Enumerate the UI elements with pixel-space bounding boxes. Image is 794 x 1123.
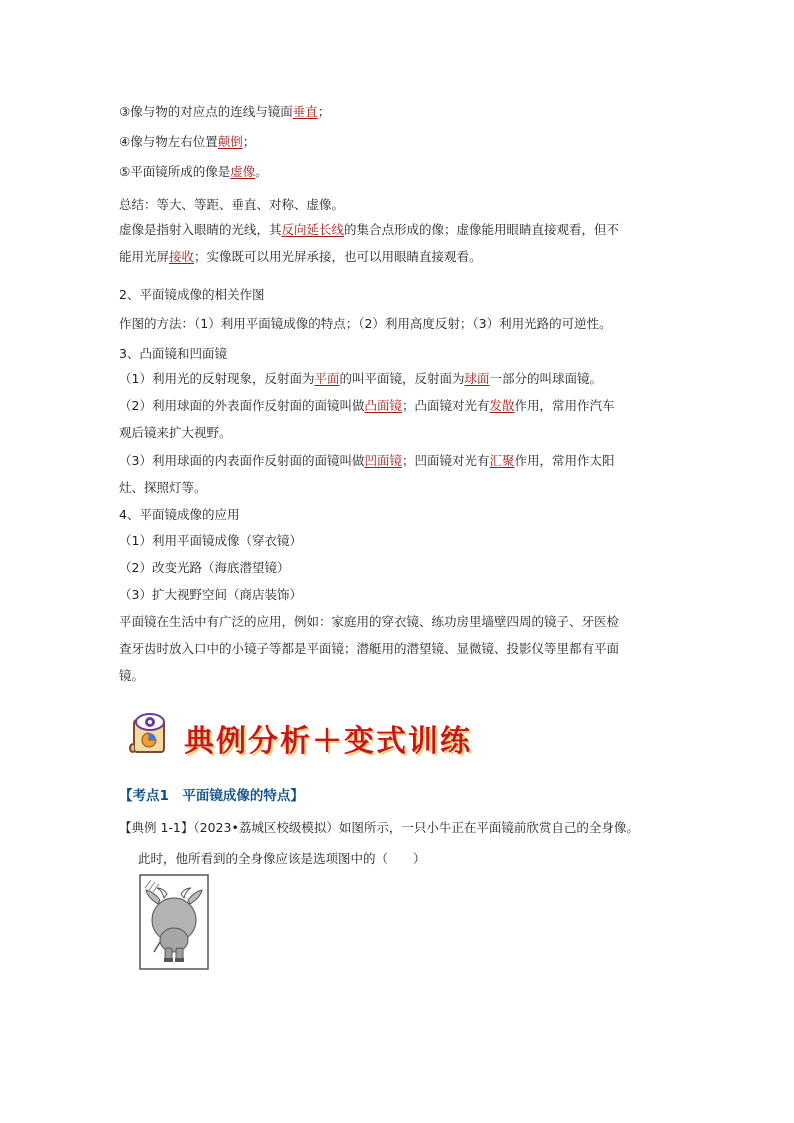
section-3-para-1: （1）利用光的反射现象，反射面为平面的叫平面镜，反射面为球面一部分的叫球面镜。 [119, 371, 603, 386]
section-3-para-2-line-1: （2）利用球面的外表面作反射面的面镜叫做凸面镜；凸面镜对光有发散作用，常用作汽车 [119, 398, 615, 413]
keyword: 颠倒 [217, 134, 243, 149]
keyword: 虚像 [230, 164, 256, 179]
keyword: 凸面镜 [364, 398, 402, 413]
example-tag: 【典例 1-1】 [119, 820, 194, 835]
section-3-para-3-line-2: 灶、探照灯等。 [119, 480, 207, 495]
keyword: 凹面镜 [364, 453, 402, 468]
section-2-text: 作图的方法：（1）利用平面镜成像的特点；（2）利用高度反射；（3）利用光路的可逆性。 [119, 316, 612, 331]
banner-title: 典例分析＋变式训练 [184, 724, 472, 759]
example-line-1: 【典例 1-1】（2023•荔城区校级模拟）如图所示，一只小牛正在平面镜前欣赏自己的全身像。 [119, 820, 639, 835]
scroll-eye-icon [126, 708, 178, 760]
intro-item-4: ④像与物左右位置颠倒； [119, 134, 256, 149]
virtual-image-line-1: 虚像是指射入眼睛的光线，其反向延长线的集合点形成的像；虚像能用眼睛直接观看，但不 [119, 222, 620, 237]
section-3-para-2-line-2: 观后镜来扩大视野。 [119, 425, 232, 440]
section-4-para-line-2: 查牙齿时放入口中的小镜子等都是平面镜；潜艇用的潜望镜、显微镜、投影仪等里都有平面 [119, 641, 620, 656]
kaodian-heading: 【考点1 平面镜成像的特点】 [119, 788, 304, 804]
virtual-image-line-2: 能用光屏接收；实像既可以用光屏承接，也可以用眼睛直接观看。 [119, 249, 482, 264]
keyword: 发散 [489, 398, 515, 413]
section-banner [126, 708, 472, 760]
section-4-para-line-1: 平面镜在生活中有广泛的应用，例如：家庭用的穿衣镜、练功房里墙壁四周的镜子、牙医检 [119, 614, 620, 629]
section-4-item-2: （2）改变光路（海底潜望镜） [119, 560, 290, 575]
keyword: 汇聚 [489, 453, 515, 468]
keyword: 垂直 [292, 104, 318, 119]
intro-item-5: ⑤平面镜所成的像是虚像。 [119, 164, 268, 179]
calf-at-mirror-figure [139, 874, 209, 970]
section-4-para-line-3: 镜。 [119, 668, 145, 683]
keyword: 接收 [169, 249, 195, 264]
section-2-title: 2、平面镜成像的相关作图 [119, 287, 265, 302]
keyword: 球面 [464, 371, 490, 386]
keyword: 平面 [314, 371, 340, 386]
intro-item-3: ③像与物的对应点的连线与镜面垂直； [119, 104, 331, 119]
example-line-2: 此时，他所看到的全身像应该是选项图中的（ ） [138, 851, 426, 866]
section-4-title: 4、平面镜成像的应用 [119, 507, 240, 522]
section-3-title: 3、凸面镜和凹面镜 [119, 346, 227, 361]
keyword: 反向延长线 [281, 222, 345, 237]
section-3-para-3-line-1: （3）利用球面的内表面作反射面的面镜叫做凹面镜；凹面镜对光有汇聚作用，常用作太阳 [119, 453, 615, 468]
section-4-item-1: （1）利用平面镜成像（穿衣镜） [119, 533, 302, 548]
summary-text: 总结：等大、等距、垂直、对称、虚像。 [119, 197, 345, 212]
section-4-item-3: （3）扩大视野空间（商店装饰） [119, 587, 302, 602]
